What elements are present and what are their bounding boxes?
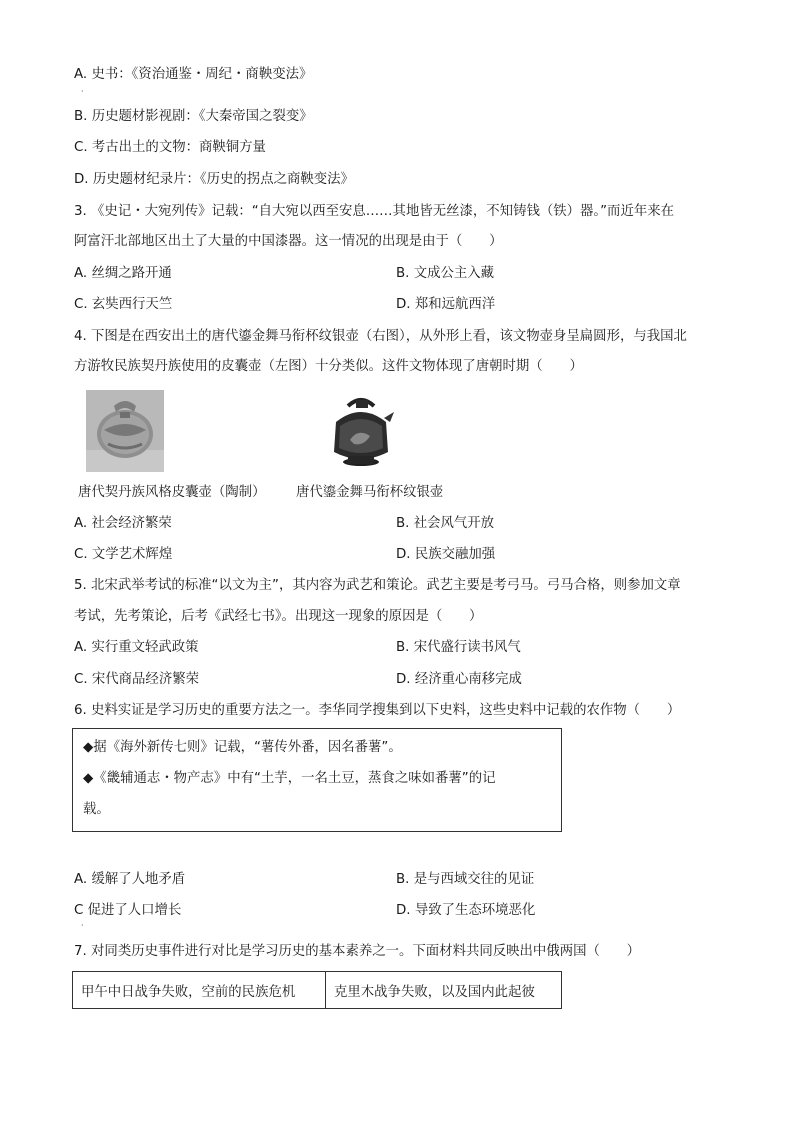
q4-option-d: D. 民族交融加强 [396, 547, 496, 562]
q2-option-a: A. 史书：《资治通鉴・周纪・商鞅变法》 [74, 67, 313, 82]
q7-cell-left: 甲午中日战争失败，空前的民族危机 [73, 972, 326, 1009]
q6-source-line1: ◆据《海外新传七则》记载，“薯传外番，因名番薯”。 [83, 740, 402, 755]
q5-option-b: B. 宋代盛行读书风气 [396, 640, 521, 655]
q6-option-c: C 促进了人口增长 [74, 903, 182, 918]
dot-mark: · [81, 921, 84, 930]
q4-option-a: A. 社会经济繁荣 [74, 516, 172, 531]
q4-option-c: C. 文学艺术辉煌 [74, 547, 173, 562]
q3-stem-line2: 阿富汗北部地区出土了大量的中国漆器。这一情况的出现是由于（ ） [74, 234, 503, 249]
q6-stem: 6. 史料实证是学习历史的重要方法之一。李华同学搜集到以下史料，这些史料中记载的农作物（ ） [74, 703, 681, 718]
q3-stem-line1: 3. 《史记・大宛列传》记载：“自大宛以西至安息……其地皆无丝漆，不知铸钱（铁）器。”而近年来在 [74, 204, 675, 219]
q4-option-b: B. 社会风气开放 [396, 516, 495, 531]
q3-option-b: B. 文成公主入藏 [396, 266, 495, 281]
q3-option-c: C. 玄奘西行天竺 [74, 297, 173, 312]
caption-right: 唐代鎏金舞马衔杯纹银壶 [296, 485, 444, 500]
q6-option-b: B. 是与西域交往的见证 [396, 872, 535, 887]
q2-option-b: B. 历史题材影视剧：《大秦帝国之裂变》 [74, 109, 313, 124]
pottery-pot-image [86, 390, 164, 472]
q6-source-box [72, 728, 562, 832]
q3-option-d: D. 郑和远航西洋 [396, 297, 496, 312]
q6-source-line2: ◆《畿辅通志・物产志》中有“土芋，一名土豆，蒸食之味如番薯”的记 [83, 771, 496, 786]
silver-pot-image [326, 392, 396, 472]
q4-stem-line2: 方游牧民族契丹族使用的皮囊壶（左图）十分类似。这件文物体现了唐朝时期（ ） [74, 359, 583, 374]
q3-option-a: A. 丝绸之路开通 [74, 266, 172, 281]
q6-source-line3: 载。 [83, 802, 110, 817]
table-row [73, 972, 562, 1009]
q6-option-d: D. 导致了生态环境恶化 [396, 903, 536, 918]
q7-comparison-table [72, 971, 562, 1009]
q7-cell-right: 克里木战争失败，以及国内此起彼 [326, 972, 562, 1009]
caption-left: 唐代契丹族风格皮囊壶（陶制） [78, 485, 266, 500]
q2-option-c: C. 考古出土的文物：商鞅铜方量 [74, 140, 266, 155]
q6-option-a: A. 缓解了人地矛盾 [74, 872, 186, 887]
q5-option-d: D. 经济重心南移完成 [396, 672, 522, 687]
q2-option-d: D. 历史题材纪录片：《历史的拐点之商鞅变法》 [74, 172, 354, 187]
q5-option-c: C. 宋代商品经济繁荣 [74, 672, 199, 687]
q5-stem-line2: 考试，先考策论，后考《武经七书》。出现这一现象的原因是（ ） [74, 609, 483, 624]
q4-stem-line1: 4. 下图是在西安出土的唐代鎏金舞马衔杯纹银壶（右图），从外形上看，该文物壶身呈扁圆形，与我国北 [74, 329, 687, 344]
q5-stem-line1: 5. 北宋武举考试的标准“以文为主”，其内容为武艺和策论。武艺主要是考弓马。弓马合格，则参加文章 [74, 578, 681, 593]
dot-mark: · [81, 87, 84, 96]
q7-stem: 7. 对同类历史事件进行对比是学习历史的基本素养之一。下面材料共同反映出中俄两国（ ） [74, 944, 641, 959]
q5-option-a: A. 实行重文轻武政策 [74, 640, 199, 655]
